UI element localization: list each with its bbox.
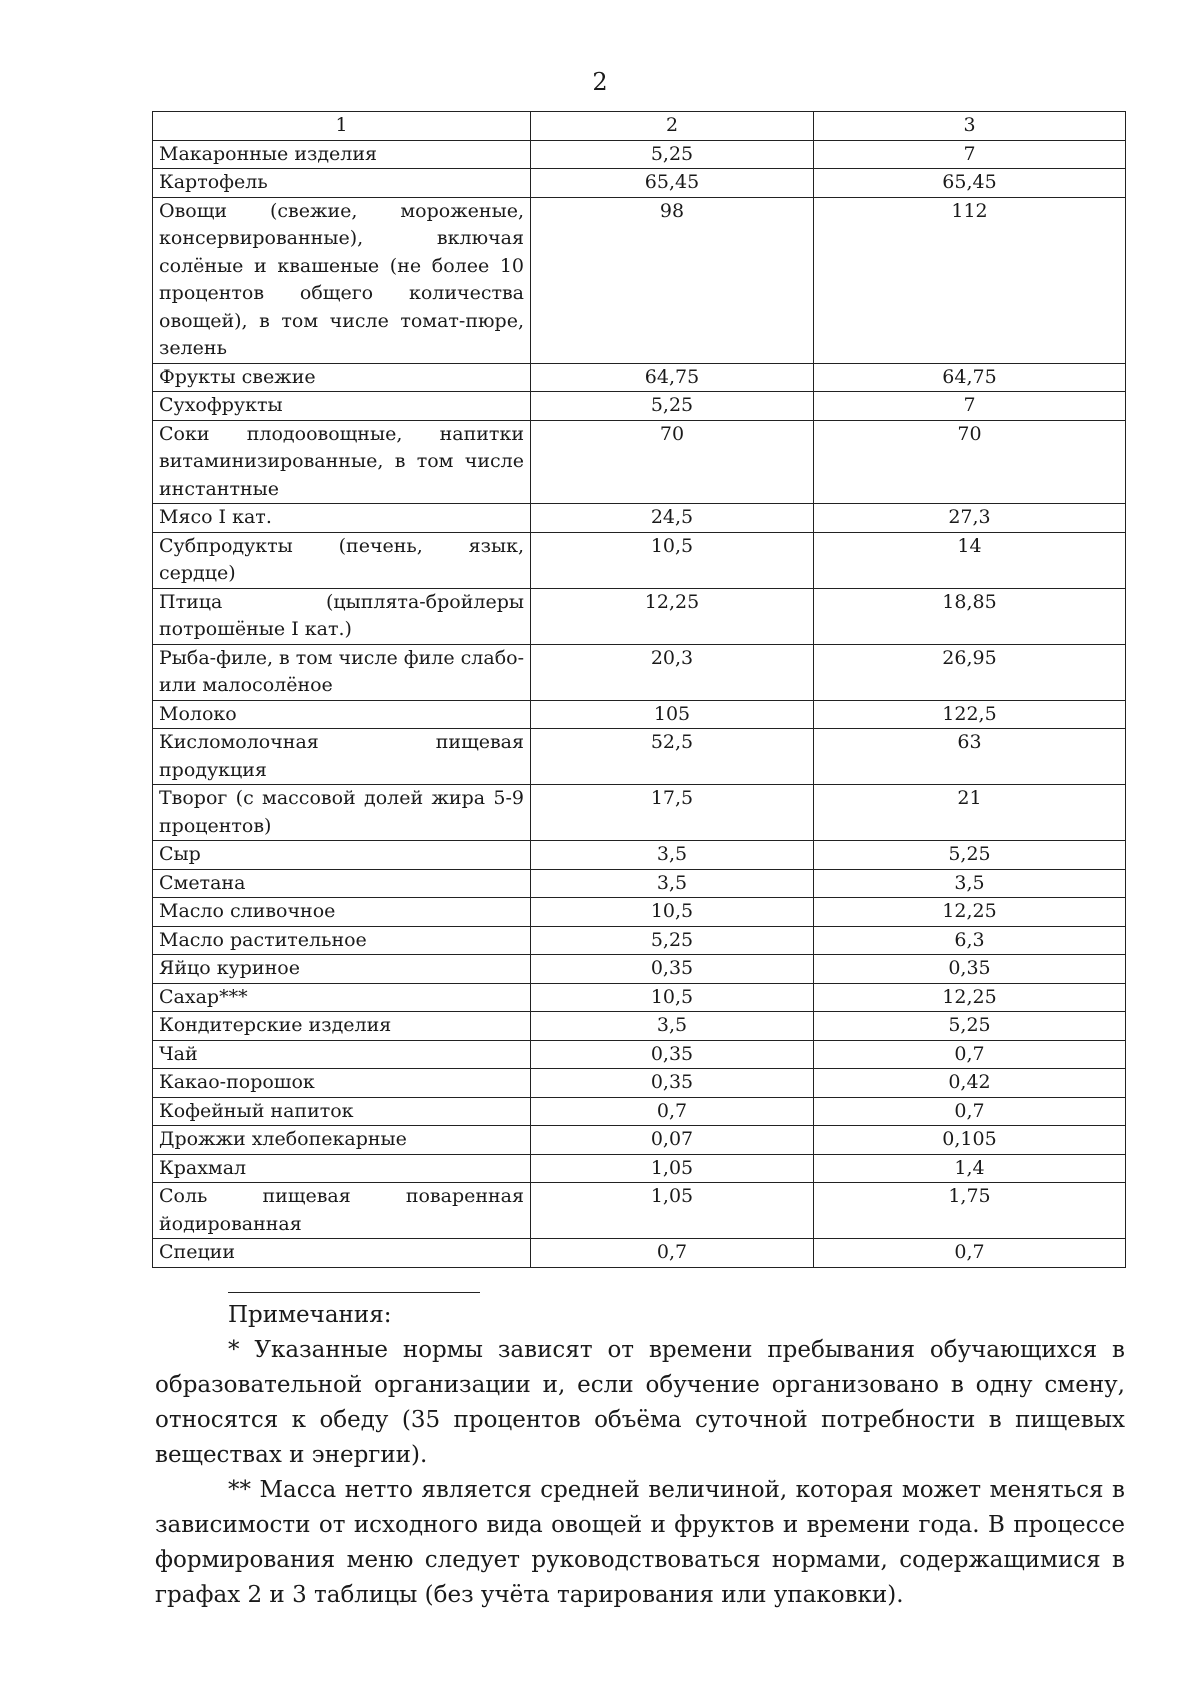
value-col2-cell: 3,5	[531, 841, 814, 870]
value-col2-cell: 0,7	[531, 1239, 814, 1268]
value-col3-cell: 1,4	[814, 1154, 1126, 1183]
value-col3-cell: 0,42	[814, 1069, 1126, 1098]
table-row	[153, 588, 1126, 644]
product-name-cell: Мясо I кат.	[153, 504, 531, 533]
product-name-cell: Сахар***	[153, 983, 531, 1012]
value-col3-cell: 112	[814, 197, 1126, 363]
table-row	[153, 140, 1126, 169]
table-row	[153, 1154, 1126, 1183]
value-col3-cell: 3,5	[814, 869, 1126, 898]
product-name-cell: Кисломолочная пищевая продукция	[153, 729, 531, 785]
product-name-cell: Субпродукты (печень, язык, сердце)	[153, 532, 531, 588]
value-col2-cell: 20,3	[531, 644, 814, 700]
value-col2-cell: 0,07	[531, 1126, 814, 1155]
value-col3-cell: 12,25	[814, 898, 1126, 927]
value-col3-cell: 0,105	[814, 1126, 1126, 1155]
value-col3-cell: 63	[814, 729, 1126, 785]
product-name-cell: Специи	[153, 1239, 531, 1268]
product-name-cell: Масло сливочное	[153, 898, 531, 927]
header-cell: 2	[531, 112, 814, 141]
product-name-cell: Кондитерские изделия	[153, 1012, 531, 1041]
product-name-cell: Молоко	[153, 700, 531, 729]
value-col3-cell: 70	[814, 420, 1126, 504]
value-col2-cell: 17,5	[531, 785, 814, 841]
value-col3-cell: 5,25	[814, 841, 1126, 870]
table-row	[153, 1126, 1126, 1155]
value-col2-cell: 0,35	[531, 1069, 814, 1098]
value-col2-cell: 1,05	[531, 1154, 814, 1183]
product-name-cell: Картофель	[153, 169, 531, 198]
product-name-cell: Масло растительное	[153, 926, 531, 955]
value-col2-cell: 0,35	[531, 955, 814, 984]
table-row	[153, 785, 1126, 841]
value-col2-cell: 5,25	[531, 926, 814, 955]
food-norms-table	[152, 111, 1126, 1268]
table-row	[153, 1069, 1126, 1098]
value-col3-cell: 14	[814, 532, 1126, 588]
page-number: 2	[592, 68, 608, 96]
value-col2-cell: 64,75	[531, 363, 814, 392]
table-row	[153, 955, 1126, 984]
table-row	[153, 532, 1126, 588]
product-name-cell: Творог (с массовой долей жира 5-9 процентов)	[153, 785, 531, 841]
product-name-cell: Овощи (свежие, мороженые, консервированные), включая солёные и квашеные (не более 10 процентов общего количества овощей), в том числе томат-пюре, зелень	[153, 197, 531, 363]
value-col3-cell: 0,35	[814, 955, 1126, 984]
product-name-cell: Дрожжи хлебопекарные	[153, 1126, 531, 1155]
value-col2-cell: 98	[531, 197, 814, 363]
product-name-cell: Сыр	[153, 841, 531, 870]
table-row	[153, 644, 1126, 700]
value-col3-cell: 21	[814, 785, 1126, 841]
footnote-divider	[228, 1292, 480, 1293]
value-col3-cell: 122,5	[814, 700, 1126, 729]
value-col3-cell: 27,3	[814, 504, 1126, 533]
product-name-cell: Какао-порошок	[153, 1069, 531, 1098]
value-col3-cell: 65,45	[814, 169, 1126, 198]
table-row	[153, 869, 1126, 898]
table-row	[153, 1012, 1126, 1041]
value-col3-cell: 0,7	[814, 1239, 1126, 1268]
value-col3-cell: 0,7	[814, 1040, 1126, 1069]
value-col2-cell: 5,25	[531, 392, 814, 421]
value-col2-cell: 52,5	[531, 729, 814, 785]
product-name-cell: Сухофрукты	[153, 392, 531, 421]
value-col2-cell: 10,5	[531, 983, 814, 1012]
product-name-cell: Соки плодоовощные, напитки витаминизированные, в том числе инстантные	[153, 420, 531, 504]
product-name-cell: Крахмал	[153, 1154, 531, 1183]
value-col2-cell: 3,5	[531, 1012, 814, 1041]
value-col2-cell: 70	[531, 420, 814, 504]
table-row	[153, 729, 1126, 785]
value-col3-cell: 26,95	[814, 644, 1126, 700]
product-name-cell: Фрукты свежие	[153, 363, 531, 392]
table-row	[153, 420, 1126, 504]
product-name-cell: Яйцо куриное	[153, 955, 531, 984]
value-col3-cell: 64,75	[814, 363, 1126, 392]
table-header-row	[153, 112, 1126, 141]
header-cell: 3	[814, 112, 1126, 141]
table-row	[153, 926, 1126, 955]
table-row	[153, 898, 1126, 927]
value-col2-cell: 10,5	[531, 532, 814, 588]
value-col3-cell: 7	[814, 392, 1126, 421]
value-col2-cell: 24,5	[531, 504, 814, 533]
note-2: ** Масса нетто является средней величиной, которая может меняться в зависимости от исходного вида овощей и фруктов и времени года. В процессе формирования меню следует руководствоваться нормами, содержащимися в графах 2 и 3 таблицы (без учёта тарирования или упаковки).	[155, 1477, 1125, 1608]
table-row	[153, 1183, 1126, 1239]
value-col2-cell: 0,7	[531, 1097, 814, 1126]
notes-title: Примечания:	[228, 1302, 392, 1328]
product-name-cell: Сметана	[153, 869, 531, 898]
value-col2-cell: 3,5	[531, 869, 814, 898]
note-1: * Указанные нормы зависят от времени пребывания обучающихся в образовательной организации и, если обучение организовано в одну смену, относятся к обеду (35 процентов объёма суточной потребности в пищевых веществах и энергии).	[155, 1337, 1125, 1468]
value-col3-cell: 7	[814, 140, 1126, 169]
table-row	[153, 1040, 1126, 1069]
product-name-cell: Кофейный напиток	[153, 1097, 531, 1126]
value-col2-cell: 1,05	[531, 1183, 814, 1239]
value-col3-cell: 18,85	[814, 588, 1126, 644]
table-row	[153, 700, 1126, 729]
product-name-cell: Макаронные изделия	[153, 140, 531, 169]
product-name-cell: Чай	[153, 1040, 531, 1069]
table-row	[153, 363, 1126, 392]
header-cell: 1	[153, 112, 531, 141]
notes-section	[155, 1298, 1125, 1613]
table-row	[153, 392, 1126, 421]
table-row	[153, 983, 1126, 1012]
value-col3-cell: 5,25	[814, 1012, 1126, 1041]
table-row	[153, 169, 1126, 198]
table-row	[153, 1097, 1126, 1126]
value-col3-cell: 1,75	[814, 1183, 1126, 1239]
value-col3-cell: 6,3	[814, 926, 1126, 955]
product-name-cell: Птица (цыплята-бройлеры потрошёные I кат.)	[153, 588, 531, 644]
value-col2-cell: 10,5	[531, 898, 814, 927]
value-col2-cell: 65,45	[531, 169, 814, 198]
table-row	[153, 197, 1126, 363]
value-col2-cell: 0,35	[531, 1040, 814, 1069]
value-col2-cell: 105	[531, 700, 814, 729]
value-col3-cell: 0,7	[814, 1097, 1126, 1126]
table-row	[153, 1239, 1126, 1268]
value-col2-cell: 12,25	[531, 588, 814, 644]
value-col2-cell: 5,25	[531, 140, 814, 169]
table-row	[153, 841, 1126, 870]
product-name-cell: Рыба-филе, в том числе филе слабо- или малосолёное	[153, 644, 531, 700]
value-col3-cell: 12,25	[814, 983, 1126, 1012]
product-name-cell: Соль пищевая поваренная йодированная	[153, 1183, 531, 1239]
table-row	[153, 504, 1126, 533]
